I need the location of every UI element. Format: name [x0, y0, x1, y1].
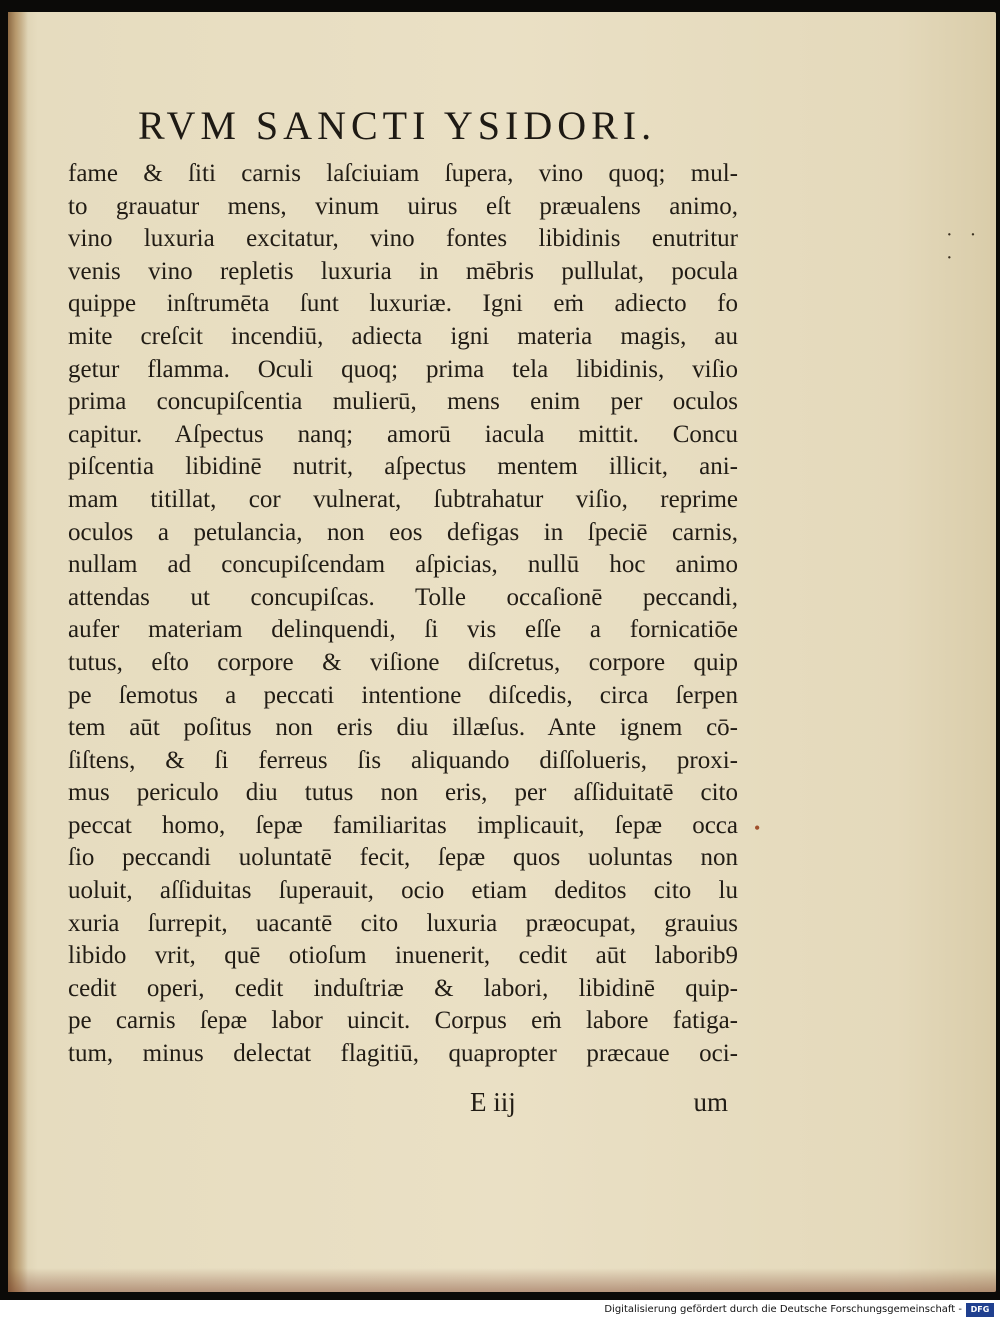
text-line: peccat homo, ſepæ familiaritas implicauit, ſepæ occa: [68, 811, 738, 839]
text-line: attendas ut concupiſcas. Tolle occaſionē peccandi,: [68, 583, 738, 611]
dfg-logo-icon: DFG: [966, 1303, 994, 1317]
text-line: ſio peccandi uoluntatē fecit, ſepæ quos uoluntas non: [68, 844, 738, 872]
text-line: libido vrit, quē otioſum inuenerit, cedit aūt laborib9: [68, 942, 738, 970]
text-line: cedit operi, cedit induſtriæ & labori, libidinē quip-: [68, 974, 738, 1002]
signature-line: [68, 1087, 728, 1121]
text-line: prima concupiſcentia mulierū, mens enim per oculos: [68, 388, 738, 416]
text-line: getur flamma. Oculi quoq; prima tela libidinis, viſio: [68, 355, 738, 383]
text-line: aufer materiam delinquendi, ſi vis eſſe a fornicatiōe: [68, 616, 738, 644]
text-line: oculos a petulancia, non eos defigas in ſpeciē carnis,: [68, 518, 738, 546]
text-line: tutus, eſto corpore & viſione diſcretus, corpore quip: [68, 648, 738, 676]
text-line: xuria ſurrepit, uacantē cito luxuria præocupat, grauius: [68, 909, 738, 937]
text-block: [68, 158, 738, 1071]
text-line: tum, minus delectat flagitiū, quapropter præcaue oci-: [68, 1040, 738, 1068]
funding-credit: Digitalisierung gefördert durch die Deutsche Forschungsgemeinschaft -: [604, 1304, 962, 1315]
text-line: fame & ſiti carnis laſciuiam ſupera, vino quoq; mul-: [68, 160, 738, 187]
text-line: mus periculo diu tutus non eris, per aſſiduitatē cito: [68, 779, 738, 807]
ink-spot: •: [754, 818, 761, 838]
page-gutter: [8, 12, 28, 1292]
text-line: pe ſemotus a peccati intentione diſcedis, circa ſerpen: [68, 681, 738, 709]
paper-stain: [148, 16, 228, 56]
text-line: mam titillat, cor vulnerat, ſubtrahatur viſio, reprime: [68, 485, 738, 513]
footer-bar: [0, 1300, 1000, 1322]
text-line: venis vino repletis luxuria in mēbris pullulat, pocula: [68, 257, 738, 285]
text-line: nullam ad concupiſcendam aſpicias, nullū hoc animo: [68, 551, 738, 579]
text-line: quippe inſtrumēta ſunt luxuriæ. Igni eṁ adiecto fo: [68, 290, 738, 318]
text-line: pe carnis ſepæ labor uincit. Corpus eṁ labore fatiga-: [68, 1007, 738, 1035]
text-line: capitur. Aſpectus nanq; amorū iacula mittit. Concu: [68, 420, 738, 448]
text-line: uoluit, aſſiduitas ſuperauit, ocio etiam deditos cito lu: [68, 877, 738, 905]
signature-mark: E iij: [470, 1087, 516, 1117]
text-line: tem aūt poſitus non eris diu illæſus. Ante ignem cō-: [68, 714, 738, 742]
text-line: to grauatur mens, vinum uirus eſt præualens animo,: [68, 192, 738, 220]
edge-stain: [8, 1268, 996, 1292]
text-line: piſcentia libidinē nutrit, aſpectus mentem illicit, ani-: [68, 453, 738, 481]
text-line: mite creſcit incendiū, adiecta igni materia magis, au: [68, 322, 738, 350]
text-line: ſiſtens, & ſi ferreus ſis aliquando diſſolueris, proxi-: [68, 746, 738, 774]
running-head: RVM SANCTI YSIDORI.: [138, 103, 657, 148]
catchword: um: [693, 1087, 728, 1117]
edge-dots: · · ·: [946, 224, 983, 269]
text-line: vino luxuria excitatur, vino fontes libidinis enutritur: [68, 225, 738, 253]
